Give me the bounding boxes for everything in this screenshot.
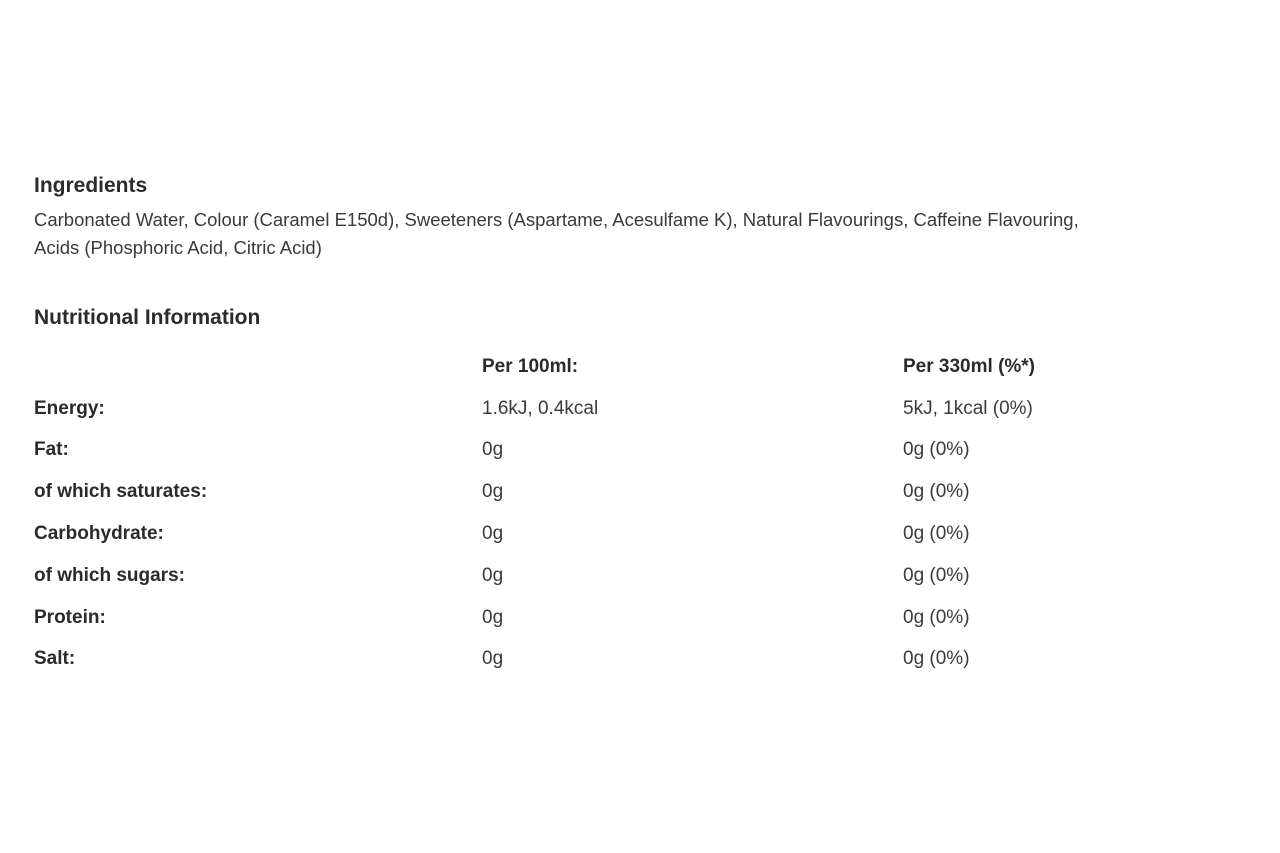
row-label: Carbohydrate: [34,523,164,545]
row-label: Energy: [34,397,105,419]
value-per-330ml: 0g (0%) [903,648,970,670]
value-per-330ml: 0g (0%) [903,439,970,461]
nutrition-table [34,346,1203,680]
table-row [34,639,1203,681]
header-per-330ml: Per 330ml (%*) [903,355,1036,377]
value-per-330ml: 0g (0%) [903,523,970,545]
row-label: Protein: [34,606,106,628]
ingredients-list [34,206,1270,262]
row-label: Fat: [34,439,69,461]
table-header-row [34,346,1203,388]
value-per-100ml: 0g [482,564,504,586]
header-label-empty [34,346,482,388]
value-per-100ml: 0g [482,439,504,461]
value-per-330ml: 0g (0%) [903,606,970,628]
table-row [34,471,1203,513]
ingredients-title: Ingredients [34,174,148,197]
nutrition-title: Nutritional Information [34,306,261,329]
table-row [34,555,1203,597]
table-row [34,430,1203,472]
value-per-100ml: 0g [482,648,504,670]
value-per-100ml: 1.6kJ, 0.4kcal [482,397,599,419]
value-per-330ml: 0g (0%) [903,564,970,586]
header-per-100ml: Per 100ml: [482,355,579,377]
row-label: Salt: [34,648,76,670]
value-per-330ml: 5kJ, 1kcal (0%) [903,397,1033,419]
ingredients-section [34,172,1270,262]
table-row [34,597,1203,639]
value-per-100ml: 0g [482,523,504,545]
table-row [34,388,1203,430]
row-label: of which sugars: [34,564,185,586]
nutrition-section [34,304,1270,680]
ingredients-line-2: Acids (Phosphoric Acid, Citric Acid) [34,237,322,258]
product-info [34,172,1270,680]
value-per-100ml: 0g [482,481,504,503]
value-per-100ml: 0g [482,606,504,628]
row-label: of which saturates: [34,481,208,503]
table-row [34,513,1203,555]
value-per-330ml: 0g (0%) [903,481,970,503]
ingredients-line-1: Carbonated Water, Colour (Caramel E150d), Sweeteners (Aspartame, Acesulfame K), Natural Flavourings, Caffeine Flavouring, [34,209,1079,230]
